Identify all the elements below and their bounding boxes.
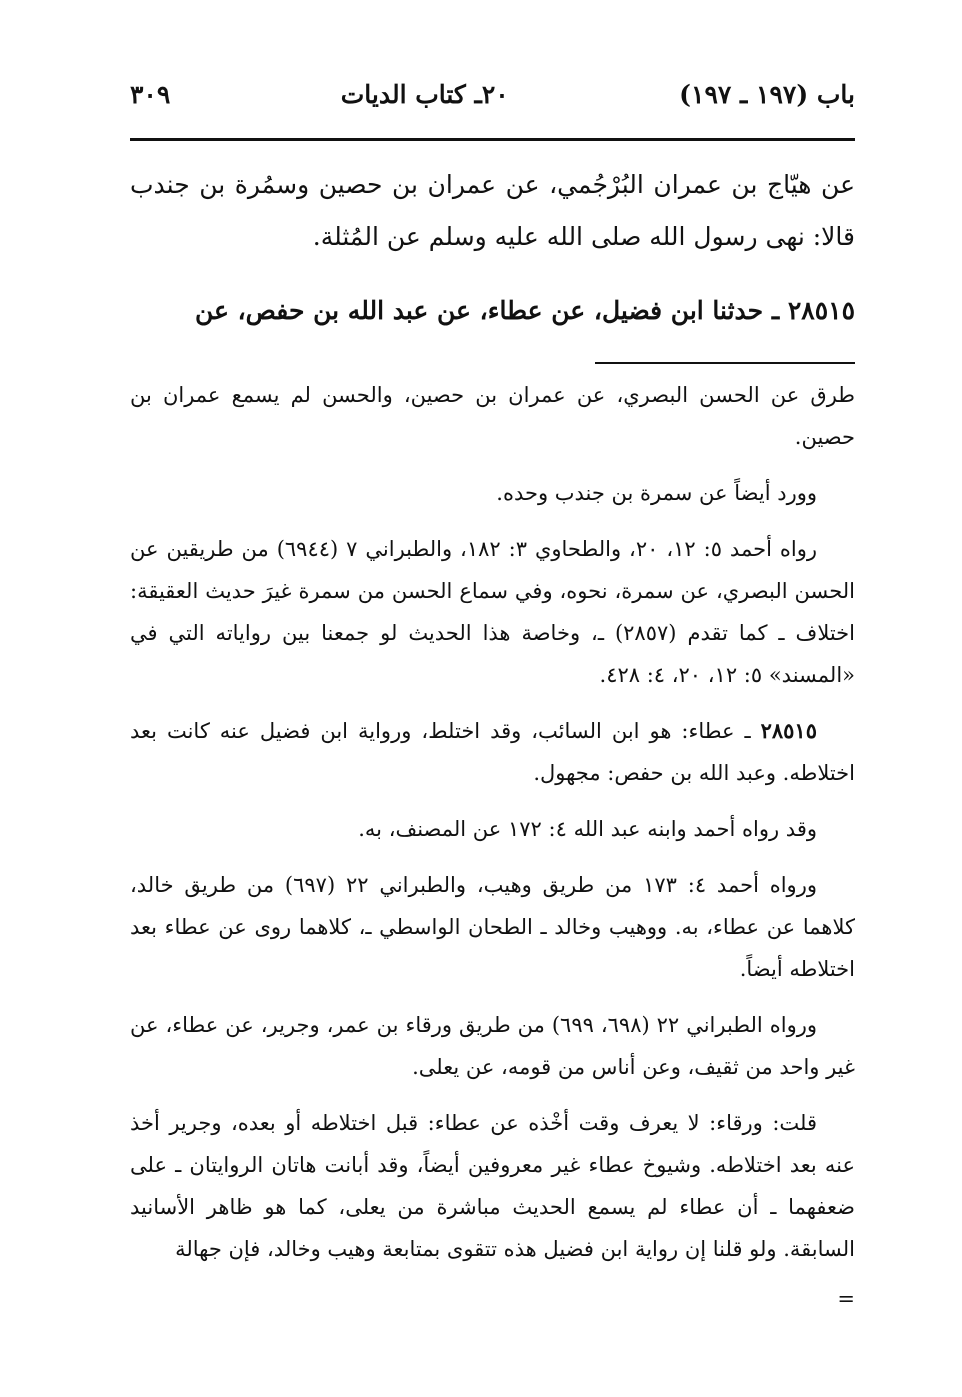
footnote-paragraph: طرق عن الحسن البصري، عن عمران بن حصين، والحسن لم يسمع عمران بن حصين. (130, 383, 855, 449)
main-text-continuation: عن هيّاج بن عمران البُرْجُمي، عن عمران بن حصين وسمُرة بن جندب قالا: نهى رسول الله صلى الله عليه وسلم عن المُثلة. (130, 170, 855, 251)
footnote-hadith-note-text: ـ عطاء: هو ابن السائب، وقد اختلط، ورواية ابن فضيل عنه كانت بعد اختلاطه. وعبد الله بن حفص: مجهول. (130, 719, 855, 785)
continuation-mark: = (837, 1287, 855, 1311)
page-header (130, 80, 855, 132)
header-divider (130, 138, 855, 141)
footnote-paragraph: ورواه الطبراني ٢٢ (٦٩٨، ٦٩٩) من طريق ورقاء بن عمر، وجرير، عن عطاء، عن غير واحد من ثقيف، وعن أناس من قومه، عن يعلى. (130, 1013, 855, 1079)
book-title: ٢٠ـ كتاب الديات (340, 80, 509, 109)
footnote-paragraph: وقد رواه أحمد وابنه عبد الله ٤: ١٧٢ عن المصنف، به. (358, 817, 817, 841)
footnote-paragraph: رواه أحمد ٥: ١٢، ٢٠، والطحاوي ٣: ١٨٢، والطبراني ٧ (٦٩٤٤) من طريقين عن الحسن البصري، عن سمرة، نحوه، وفي سماع الحسن من سمرة غيرَ حديث العقيقة: اختلاف ـ كما تقدم (٢٨٥٧) ـ، وخاصة هذا الحديث لو جمعنا بين رواياته التي في «المسند» ٥: ١٢، ٢٠، ٤: ٤٢٨. (130, 537, 855, 687)
page-number: ٣٠٩ (130, 80, 171, 109)
footnote-divider (595, 362, 855, 364)
chapter-heading: باب (١٩٧ ـ ١٩٧) (679, 80, 855, 109)
hadith-text: ٢٨٥١٥ ـ حدثنا ابن فضيل، عن عطاء، عن عبد الله بن حفص، عن (194, 296, 855, 325)
footnote-paragraph: قلت: ورقاء: لا يعرف وقت أخْذه عن عطاء: قبل اختلاطه أو بعده، وجرير أخذ عنه بعد اختلاطه. وشيوخ عطاء غير معروفين أيضاً، وقد أبانت هاتان الروايتان ـ على ضعفهما ـ أن عطاء لم يسمع الحديث مباشرة من يعلى، كما هو ظاهر الأسانيد السابقة. ولو قلنا إن رواية ابن فضيل هذه تتقوى بمتابعة وهيب وخالد، فإن جهالة (130, 1111, 855, 1261)
footnote-paragraph: ورواه أحمد ٤: ١٧٣ من طريق وهيب، والطبراني ٢٢ (٦٩٧) من طريق خالد، كلاهما عن عطاء، به. ووهيب وخالد ـ الطحان الواسطي ـ، كلاهما روى عن عطاء بعد اختلاطه أيضاً. (130, 873, 855, 981)
footnote-paragraph: وورد أيضاً عن سمرة بن جندب وحده. (496, 481, 817, 505)
document-page (130, 80, 855, 1314)
footnote-paragraph-hadith-note (130, 710, 855, 794)
footnote-hadith-number: ٢٨٥١٥ (760, 718, 817, 743)
